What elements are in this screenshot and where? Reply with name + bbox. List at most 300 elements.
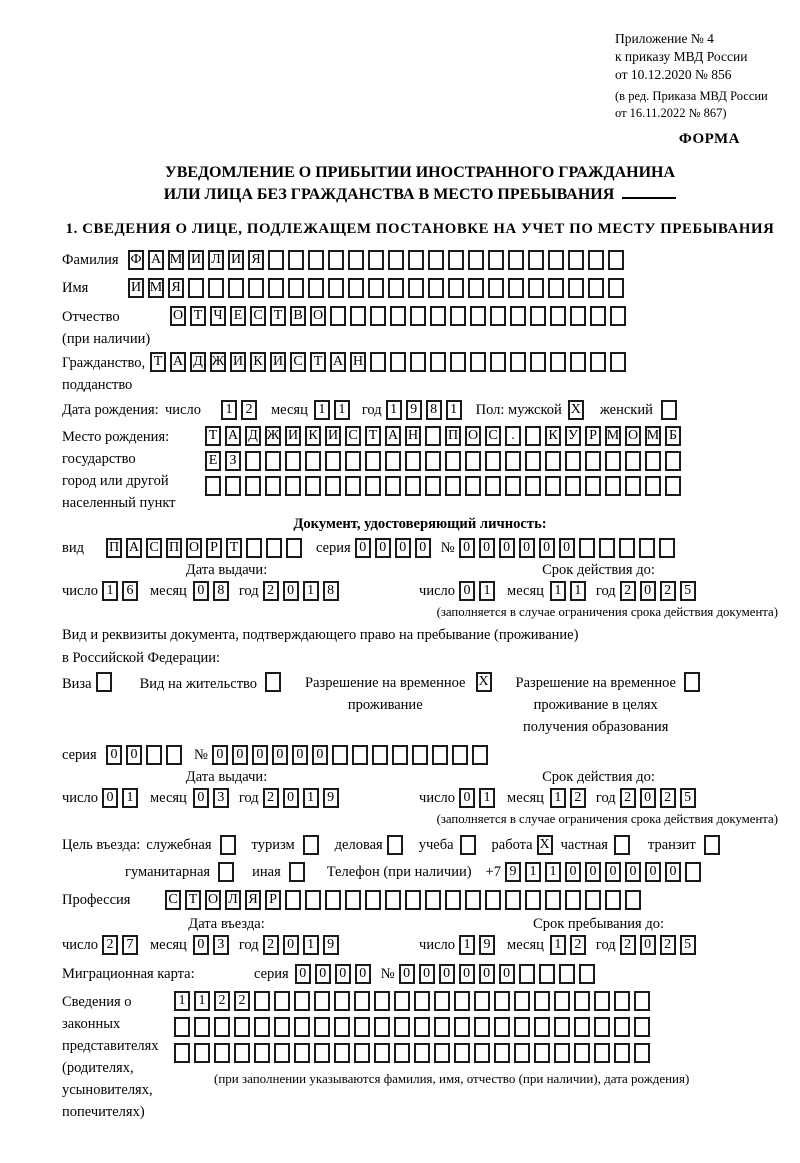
form-cell[interactable] bbox=[445, 890, 461, 910]
form-cell[interactable]: 0 bbox=[355, 964, 371, 984]
form-cell[interactable]: П bbox=[166, 538, 182, 558]
form-cell[interactable]: Ф bbox=[128, 250, 144, 270]
form-cell[interactable] bbox=[519, 964, 535, 984]
form-cell[interactable] bbox=[334, 1043, 350, 1063]
form-cell[interactable] bbox=[585, 451, 601, 471]
form-cell[interactable] bbox=[570, 352, 586, 372]
form-cell[interactable]: 8 bbox=[213, 581, 229, 601]
form-cell[interactable]: 1 bbox=[314, 400, 330, 420]
form-cell[interactable] bbox=[428, 250, 444, 270]
form-cell[interactable]: X bbox=[476, 672, 492, 692]
form-cell[interactable]: 0 bbox=[102, 788, 118, 808]
form-cell[interactable] bbox=[285, 890, 301, 910]
form-cell[interactable] bbox=[408, 250, 424, 270]
form-cell[interactable] bbox=[266, 538, 282, 558]
form-cell[interactable] bbox=[508, 278, 524, 298]
form-cell[interactable] bbox=[525, 890, 541, 910]
form-cell[interactable] bbox=[254, 1043, 270, 1063]
form-cell[interactable]: 1 bbox=[334, 400, 350, 420]
form-cell[interactable] bbox=[365, 451, 381, 471]
form-cell[interactable] bbox=[274, 1017, 290, 1037]
form-cell[interactable] bbox=[385, 451, 401, 471]
form-cell[interactable] bbox=[286, 538, 302, 558]
form-cell[interactable]: 0 bbox=[459, 964, 475, 984]
form-cell[interactable]: 1 bbox=[550, 788, 566, 808]
form-cell[interactable] bbox=[634, 991, 650, 1011]
form-cell[interactable]: 1 bbox=[459, 935, 475, 955]
form-cell[interactable]: 0 bbox=[640, 935, 656, 955]
form-cell[interactable] bbox=[325, 890, 341, 910]
form-cell[interactable] bbox=[370, 306, 386, 326]
form-cell[interactable]: 0 bbox=[459, 581, 475, 601]
form-cell[interactable]: 0 bbox=[375, 538, 391, 558]
form-cell[interactable] bbox=[548, 278, 564, 298]
form-cell[interactable]: 0 bbox=[283, 581, 299, 601]
form-cell[interactable]: 1 bbox=[386, 400, 402, 420]
form-cell[interactable] bbox=[470, 306, 486, 326]
form-cell[interactable]: 7 bbox=[122, 935, 138, 955]
form-cell[interactable]: Я bbox=[245, 890, 261, 910]
form-cell[interactable]: 0 bbox=[539, 538, 555, 558]
form-cell[interactable] bbox=[370, 352, 386, 372]
form-cell[interactable]: 0 bbox=[335, 964, 351, 984]
form-cell[interactable]: 0 bbox=[640, 581, 656, 601]
form-cell[interactable]: И bbox=[230, 352, 246, 372]
form-cell[interactable] bbox=[225, 476, 241, 496]
form-cell[interactable] bbox=[619, 538, 635, 558]
form-cell[interactable]: К bbox=[545, 426, 561, 446]
form-cell[interactable] bbox=[548, 250, 564, 270]
form-cell[interactable] bbox=[220, 835, 236, 855]
form-cell[interactable]: 0 bbox=[272, 745, 288, 765]
form-cell[interactable] bbox=[234, 1043, 250, 1063]
form-cell[interactable] bbox=[574, 1017, 590, 1037]
form-cell[interactable]: 0 bbox=[585, 862, 601, 882]
form-cell[interactable]: 0 bbox=[315, 964, 331, 984]
form-cell[interactable]: С bbox=[146, 538, 162, 558]
form-cell[interactable] bbox=[590, 306, 606, 326]
form-cell[interactable]: 0 bbox=[519, 538, 535, 558]
form-cell[interactable]: 0 bbox=[559, 538, 575, 558]
form-cell[interactable] bbox=[328, 250, 344, 270]
form-cell[interactable]: 0 bbox=[283, 788, 299, 808]
form-cell[interactable] bbox=[474, 1043, 490, 1063]
form-cell[interactable] bbox=[510, 306, 526, 326]
form-cell[interactable] bbox=[545, 890, 561, 910]
form-cell[interactable] bbox=[639, 538, 655, 558]
form-cell[interactable] bbox=[452, 745, 468, 765]
form-cell[interactable] bbox=[274, 991, 290, 1011]
form-cell[interactable] bbox=[314, 991, 330, 1011]
form-cell[interactable] bbox=[294, 991, 310, 1011]
form-cell[interactable]: 8 bbox=[323, 581, 339, 601]
form-cell[interactable] bbox=[565, 890, 581, 910]
form-cell[interactable]: Т bbox=[190, 306, 206, 326]
form-cell[interactable]: М bbox=[605, 426, 621, 446]
form-cell[interactable]: 1 bbox=[550, 935, 566, 955]
form-cell[interactable] bbox=[448, 278, 464, 298]
form-cell[interactable] bbox=[570, 306, 586, 326]
form-cell[interactable] bbox=[590, 352, 606, 372]
form-cell[interactable] bbox=[288, 278, 304, 298]
form-cell[interactable] bbox=[325, 451, 341, 471]
form-cell[interactable] bbox=[494, 1017, 510, 1037]
form-cell[interactable]: 0 bbox=[283, 935, 299, 955]
form-cell[interactable]: 0 bbox=[605, 862, 621, 882]
form-cell[interactable]: 2 bbox=[570, 935, 586, 955]
form-cell[interactable] bbox=[485, 890, 501, 910]
form-cell[interactable] bbox=[228, 278, 244, 298]
form-cell[interactable] bbox=[248, 278, 264, 298]
form-cell[interactable] bbox=[514, 991, 530, 1011]
form-cell[interactable]: Р bbox=[265, 890, 281, 910]
form-cell[interactable] bbox=[434, 1043, 450, 1063]
form-cell[interactable] bbox=[194, 1043, 210, 1063]
form-cell[interactable] bbox=[490, 306, 506, 326]
form-cell[interactable]: 2 bbox=[620, 788, 636, 808]
form-cell[interactable] bbox=[174, 1043, 190, 1063]
form-cell[interactable]: И bbox=[228, 250, 244, 270]
form-cell[interactable]: 9 bbox=[323, 935, 339, 955]
form-cell[interactable]: 0 bbox=[312, 745, 328, 765]
form-cell[interactable]: 2 bbox=[620, 935, 636, 955]
form-cell[interactable] bbox=[430, 306, 446, 326]
form-cell[interactable] bbox=[625, 476, 641, 496]
form-cell[interactable] bbox=[525, 426, 541, 446]
form-cell[interactable] bbox=[704, 835, 720, 855]
form-cell[interactable]: 1 bbox=[479, 581, 495, 601]
form-cell[interactable]: 2 bbox=[263, 581, 279, 601]
form-cell[interactable]: 2 bbox=[263, 935, 279, 955]
form-cell[interactable]: С bbox=[345, 426, 361, 446]
form-cell[interactable]: О bbox=[170, 306, 186, 326]
form-cell[interactable] bbox=[345, 476, 361, 496]
form-cell[interactable] bbox=[314, 1017, 330, 1037]
form-cell[interactable]: 1 bbox=[102, 581, 118, 601]
form-cell[interactable] bbox=[354, 1017, 370, 1037]
form-cell[interactable] bbox=[365, 890, 381, 910]
form-cell[interactable] bbox=[588, 250, 604, 270]
form-cell[interactable]: 0 bbox=[193, 935, 209, 955]
form-cell[interactable] bbox=[285, 451, 301, 471]
form-cell[interactable]: 0 bbox=[106, 745, 122, 765]
form-cell[interactable] bbox=[579, 964, 595, 984]
form-cell[interactable]: Д bbox=[245, 426, 261, 446]
form-cell[interactable]: Т bbox=[270, 306, 286, 326]
form-cell[interactable] bbox=[485, 451, 501, 471]
form-cell[interactable] bbox=[559, 964, 575, 984]
form-cell[interactable] bbox=[334, 991, 350, 1011]
form-cell[interactable]: 0 bbox=[665, 862, 681, 882]
form-cell[interactable] bbox=[408, 278, 424, 298]
form-cell[interactable]: Ч bbox=[210, 306, 226, 326]
form-cell[interactable] bbox=[268, 278, 284, 298]
form-cell[interactable]: 0 bbox=[292, 745, 308, 765]
form-cell[interactable] bbox=[328, 278, 344, 298]
form-cell[interactable]: Р bbox=[206, 538, 222, 558]
form-cell[interactable]: 0 bbox=[459, 538, 475, 558]
form-cell[interactable]: Т bbox=[185, 890, 201, 910]
form-cell[interactable] bbox=[146, 745, 162, 765]
form-cell[interactable] bbox=[365, 476, 381, 496]
form-cell[interactable] bbox=[245, 451, 261, 471]
form-cell[interactable]: П bbox=[106, 538, 122, 558]
form-cell[interactable] bbox=[245, 476, 261, 496]
form-cell[interactable] bbox=[545, 451, 561, 471]
form-cell[interactable]: 0 bbox=[479, 538, 495, 558]
form-cell[interactable] bbox=[605, 890, 621, 910]
form-cell[interactable] bbox=[490, 352, 506, 372]
form-cell[interactable]: А bbox=[225, 426, 241, 446]
form-cell[interactable] bbox=[474, 991, 490, 1011]
form-cell[interactable] bbox=[392, 745, 408, 765]
form-cell[interactable] bbox=[305, 890, 321, 910]
form-cell[interactable] bbox=[410, 306, 426, 326]
form-cell[interactable] bbox=[434, 1017, 450, 1037]
form-cell[interactable] bbox=[354, 1043, 370, 1063]
form-cell[interactable]: 0 bbox=[193, 788, 209, 808]
form-cell[interactable] bbox=[414, 991, 430, 1011]
form-cell[interactable] bbox=[494, 1043, 510, 1063]
form-cell[interactable]: 0 bbox=[640, 788, 656, 808]
form-cell[interactable] bbox=[468, 250, 484, 270]
form-cell[interactable] bbox=[414, 1017, 430, 1037]
form-cell[interactable]: Т bbox=[226, 538, 242, 558]
form-cell[interactable] bbox=[608, 250, 624, 270]
form-cell[interactable]: . bbox=[505, 426, 521, 446]
form-cell[interactable] bbox=[425, 426, 441, 446]
form-cell[interactable]: И bbox=[128, 278, 144, 298]
form-cell[interactable]: 9 bbox=[505, 862, 521, 882]
form-cell[interactable]: 3 bbox=[213, 935, 229, 955]
form-cell[interactable] bbox=[454, 991, 470, 1011]
form-cell[interactable]: Ж bbox=[265, 426, 281, 446]
form-cell[interactable] bbox=[368, 278, 384, 298]
form-cell[interactable] bbox=[608, 278, 624, 298]
form-cell[interactable] bbox=[488, 250, 504, 270]
form-cell[interactable] bbox=[410, 352, 426, 372]
form-cell[interactable]: 2 bbox=[660, 788, 676, 808]
form-cell[interactable] bbox=[614, 1017, 630, 1037]
form-cell[interactable] bbox=[268, 250, 284, 270]
form-cell[interactable]: 0 bbox=[399, 964, 415, 984]
form-cell[interactable] bbox=[334, 1017, 350, 1037]
form-cell[interactable]: П bbox=[445, 426, 461, 446]
form-cell[interactable] bbox=[405, 890, 421, 910]
form-cell[interactable]: А bbox=[385, 426, 401, 446]
form-cell[interactable] bbox=[254, 991, 270, 1011]
form-cell[interactable] bbox=[265, 451, 281, 471]
form-cell[interactable] bbox=[368, 250, 384, 270]
form-cell[interactable] bbox=[303, 835, 319, 855]
form-cell[interactable] bbox=[574, 1043, 590, 1063]
form-cell[interactable] bbox=[508, 250, 524, 270]
form-cell[interactable] bbox=[374, 991, 390, 1011]
form-cell[interactable]: Т bbox=[205, 426, 221, 446]
form-cell[interactable]: Р bbox=[585, 426, 601, 446]
form-cell[interactable]: 0 bbox=[295, 964, 311, 984]
form-cell[interactable] bbox=[350, 306, 366, 326]
form-cell[interactable] bbox=[645, 476, 661, 496]
form-cell[interactable] bbox=[234, 1017, 250, 1037]
form-cell[interactable] bbox=[394, 991, 410, 1011]
form-cell[interactable] bbox=[405, 451, 421, 471]
form-cell[interactable]: 9 bbox=[406, 400, 422, 420]
form-cell[interactable]: О bbox=[310, 306, 326, 326]
form-cell[interactable]: 5 bbox=[680, 581, 696, 601]
form-cell[interactable] bbox=[274, 1043, 290, 1063]
form-cell[interactable] bbox=[579, 538, 595, 558]
form-cell[interactable]: 1 bbox=[545, 862, 561, 882]
form-cell[interactable] bbox=[448, 250, 464, 270]
form-cell[interactable]: 6 bbox=[122, 581, 138, 601]
form-cell[interactable]: 1 bbox=[446, 400, 462, 420]
form-cell[interactable] bbox=[394, 1043, 410, 1063]
form-cell[interactable] bbox=[425, 476, 441, 496]
form-cell[interactable]: X bbox=[537, 835, 553, 855]
form-cell[interactable]: 0 bbox=[499, 964, 515, 984]
form-cell[interactable] bbox=[294, 1043, 310, 1063]
form-cell[interactable]: С bbox=[165, 890, 181, 910]
form-cell[interactable] bbox=[425, 890, 441, 910]
form-cell[interactable] bbox=[388, 250, 404, 270]
form-cell[interactable] bbox=[525, 476, 541, 496]
form-cell[interactable] bbox=[665, 476, 681, 496]
form-cell[interactable]: 2 bbox=[263, 788, 279, 808]
form-cell[interactable] bbox=[525, 451, 541, 471]
form-cell[interactable] bbox=[385, 890, 401, 910]
form-cell[interactable]: А bbox=[148, 250, 164, 270]
form-cell[interactable] bbox=[594, 1017, 610, 1037]
form-cell[interactable]: 2 bbox=[660, 581, 676, 601]
form-cell[interactable] bbox=[385, 476, 401, 496]
form-cell[interactable] bbox=[352, 745, 368, 765]
form-cell[interactable]: И bbox=[188, 250, 204, 270]
form-cell[interactable] bbox=[387, 835, 403, 855]
form-cell[interactable]: 1 bbox=[525, 862, 541, 882]
form-cell[interactable] bbox=[454, 1017, 470, 1037]
form-cell[interactable]: 1 bbox=[174, 991, 190, 1011]
form-cell[interactable] bbox=[585, 476, 601, 496]
form-cell[interactable]: М bbox=[148, 278, 164, 298]
form-cell[interactable]: 2 bbox=[660, 935, 676, 955]
form-cell[interactable] bbox=[265, 476, 281, 496]
form-cell[interactable]: Л bbox=[208, 250, 224, 270]
form-cell[interactable] bbox=[470, 352, 486, 372]
form-cell[interactable] bbox=[510, 352, 526, 372]
form-cell[interactable] bbox=[390, 306, 406, 326]
form-cell[interactable]: 1 bbox=[221, 400, 237, 420]
form-cell[interactable]: М bbox=[168, 250, 184, 270]
form-cell[interactable] bbox=[372, 745, 388, 765]
form-cell[interactable] bbox=[460, 835, 476, 855]
form-cell[interactable] bbox=[394, 1017, 410, 1037]
form-cell[interactable]: 2 bbox=[241, 400, 257, 420]
form-cell[interactable]: 0 bbox=[212, 745, 228, 765]
form-cell[interactable]: О bbox=[205, 890, 221, 910]
form-cell[interactable]: 0 bbox=[459, 788, 475, 808]
form-cell[interactable] bbox=[514, 1017, 530, 1037]
form-cell[interactable] bbox=[554, 991, 570, 1011]
form-cell[interactable] bbox=[188, 278, 204, 298]
form-cell[interactable] bbox=[550, 352, 566, 372]
form-cell[interactable] bbox=[530, 306, 546, 326]
form-cell[interactable] bbox=[568, 250, 584, 270]
form-cell[interactable] bbox=[246, 538, 262, 558]
form-cell[interactable] bbox=[472, 745, 488, 765]
form-cell[interactable]: Т bbox=[365, 426, 381, 446]
form-cell[interactable] bbox=[325, 476, 341, 496]
form-cell[interactable] bbox=[550, 306, 566, 326]
form-cell[interactable] bbox=[254, 1017, 270, 1037]
form-cell[interactable]: 9 bbox=[323, 788, 339, 808]
form-cell[interactable] bbox=[539, 964, 555, 984]
form-cell[interactable]: 2 bbox=[570, 788, 586, 808]
form-cell[interactable] bbox=[348, 278, 364, 298]
form-cell[interactable] bbox=[405, 476, 421, 496]
form-cell[interactable] bbox=[659, 538, 675, 558]
form-cell[interactable]: X bbox=[568, 400, 584, 420]
form-cell[interactable] bbox=[494, 991, 510, 1011]
form-cell[interactable]: 0 bbox=[419, 964, 435, 984]
form-cell[interactable] bbox=[614, 835, 630, 855]
form-cell[interactable] bbox=[530, 352, 546, 372]
form-cell[interactable] bbox=[614, 1043, 630, 1063]
form-cell[interactable] bbox=[685, 862, 701, 882]
form-cell[interactable]: 1 bbox=[303, 935, 319, 955]
form-cell[interactable] bbox=[465, 451, 481, 471]
form-cell[interactable] bbox=[574, 991, 590, 1011]
form-cell[interactable] bbox=[445, 451, 461, 471]
form-cell[interactable]: 1 bbox=[303, 581, 319, 601]
form-cell[interactable] bbox=[208, 278, 224, 298]
form-cell[interactable] bbox=[285, 476, 301, 496]
form-cell[interactable] bbox=[610, 306, 626, 326]
form-cell[interactable] bbox=[614, 991, 630, 1011]
form-cell[interactable]: 0 bbox=[625, 862, 641, 882]
form-cell[interactable] bbox=[588, 278, 604, 298]
form-cell[interactable] bbox=[468, 278, 484, 298]
form-cell[interactable]: 2 bbox=[102, 935, 118, 955]
form-cell[interactable] bbox=[218, 862, 234, 882]
form-cell[interactable]: С bbox=[290, 352, 306, 372]
form-cell[interactable] bbox=[174, 1017, 190, 1037]
form-cell[interactable]: 1 bbox=[194, 991, 210, 1011]
form-cell[interactable] bbox=[450, 306, 466, 326]
form-cell[interactable]: Н bbox=[405, 426, 421, 446]
form-cell[interactable]: 0 bbox=[126, 745, 142, 765]
form-cell[interactable]: И bbox=[285, 426, 301, 446]
form-cell[interactable]: Д bbox=[190, 352, 206, 372]
form-cell[interactable]: Я bbox=[168, 278, 184, 298]
form-cell[interactable]: 1 bbox=[303, 788, 319, 808]
form-cell[interactable]: 5 bbox=[680, 935, 696, 955]
form-cell[interactable] bbox=[565, 476, 581, 496]
form-cell[interactable]: 0 bbox=[395, 538, 411, 558]
form-cell[interactable]: О bbox=[625, 426, 641, 446]
form-cell[interactable] bbox=[534, 1017, 550, 1037]
form-cell[interactable] bbox=[214, 1043, 230, 1063]
form-cell[interactable] bbox=[528, 278, 544, 298]
form-cell[interactable]: 0 bbox=[193, 581, 209, 601]
form-cell[interactable] bbox=[450, 352, 466, 372]
form-cell[interactable] bbox=[332, 745, 348, 765]
form-cell[interactable]: С bbox=[250, 306, 266, 326]
form-cell[interactable] bbox=[554, 1043, 570, 1063]
form-cell[interactable] bbox=[432, 745, 448, 765]
form-cell[interactable] bbox=[565, 451, 581, 471]
form-cell[interactable]: 2 bbox=[234, 991, 250, 1011]
